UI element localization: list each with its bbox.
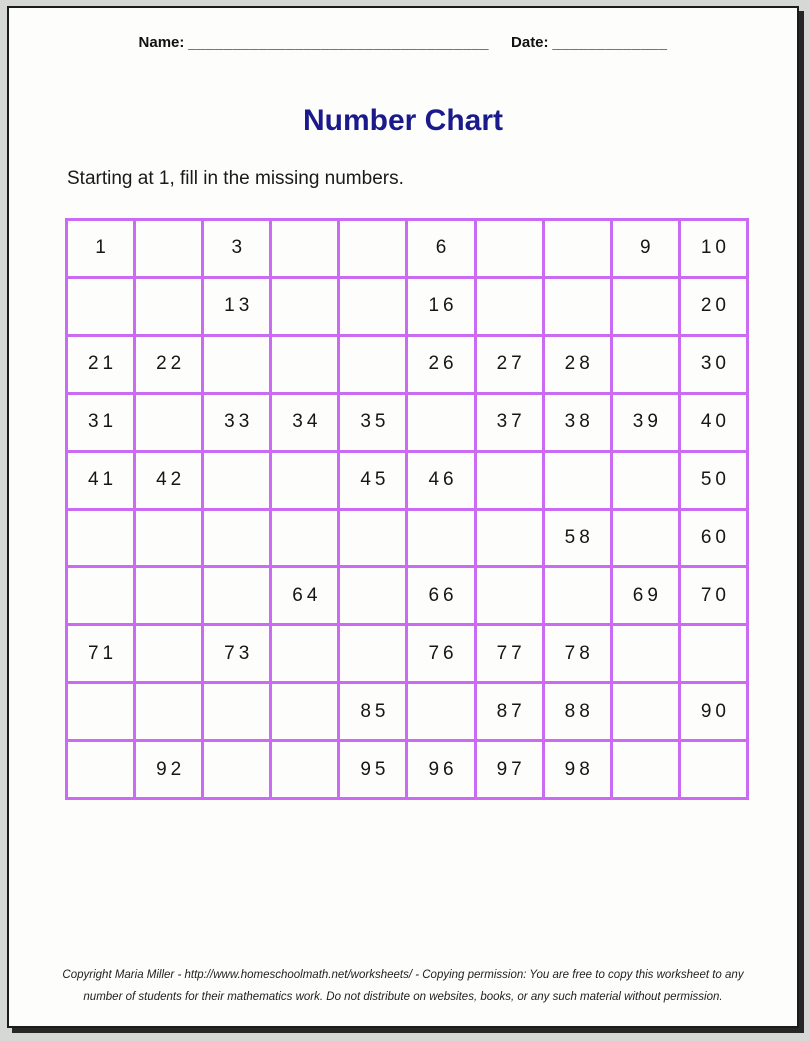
grid-cell-r4c9: 39 — [613, 395, 678, 450]
grid-cell-r8c9[interactable] — [613, 626, 678, 681]
grid-cell-r9c4[interactable] — [272, 684, 337, 739]
grid-cell-r2c2[interactable] — [136, 279, 201, 334]
grid-cell-r5c1: 41 — [68, 453, 133, 508]
worksheet-page — [7, 6, 799, 1028]
grid-cell-r6c5[interactable] — [340, 511, 405, 566]
grid-cell-r9c1[interactable] — [68, 684, 133, 739]
grid-cell-r5c8[interactable] — [545, 453, 610, 508]
grid-cell-r9c2[interactable] — [136, 684, 201, 739]
grid-cell-r3c9[interactable] — [613, 337, 678, 392]
grid-cell-r6c8: 58 — [545, 511, 610, 566]
grid-cell-r8c1: 71 — [68, 626, 133, 681]
grid-cell-r1c4[interactable] — [272, 221, 337, 276]
grid-cell-r6c10: 60 — [681, 511, 746, 566]
grid-cell-r1c10: 10 — [681, 221, 746, 276]
grid-cell-r2c1[interactable] — [68, 279, 133, 334]
grid-cell-r6c9[interactable] — [613, 511, 678, 566]
grid-cell-r2c3: 13 — [204, 279, 269, 334]
grid-cell-r4c3: 33 — [204, 395, 269, 450]
grid-cell-r2c8[interactable] — [545, 279, 610, 334]
date-label: Date: — [511, 34, 549, 51]
grid-cell-r10c1[interactable] — [68, 742, 133, 797]
grid-cell-r1c9: 9 — [613, 221, 678, 276]
grid-cell-r2c7[interactable] — [477, 279, 542, 334]
grid-cell-r7c5[interactable] — [340, 568, 405, 623]
grid-cell-r4c10: 40 — [681, 395, 746, 450]
grid-cell-r8c2[interactable] — [136, 626, 201, 681]
grid-cell-r10c3[interactable] — [204, 742, 269, 797]
grid-cell-r8c7: 77 — [477, 626, 542, 681]
number-chart-grid — [65, 218, 749, 800]
header-row — [9, 34, 797, 51]
grid-cell-r9c5: 85 — [340, 684, 405, 739]
grid-cell-r6c4[interactable] — [272, 511, 337, 566]
grid-cell-r7c7[interactable] — [477, 568, 542, 623]
grid-cell-r5c2: 42 — [136, 453, 201, 508]
date-blank-field[interactable]: _____________ — [552, 34, 668, 51]
grid-cell-r1c2[interactable] — [136, 221, 201, 276]
grid-cell-r7c6: 66 — [408, 568, 473, 623]
grid-cell-r7c8[interactable] — [545, 568, 610, 623]
page-title: Number Chart — [302, 104, 504, 137]
instruction-text: Starting at 1, fill in the missing numbers. — [67, 168, 404, 189]
grid-cell-r3c6: 26 — [408, 337, 473, 392]
grid-cell-r5c6: 46 — [408, 453, 473, 508]
grid-cell-r10c10[interactable] — [681, 742, 746, 797]
grid-cell-r4c8: 38 — [545, 395, 610, 450]
grid-cell-r8c8: 78 — [545, 626, 610, 681]
grid-cell-r2c10: 20 — [681, 279, 746, 334]
grid-cell-r3c1: 21 — [68, 337, 133, 392]
grid-cell-r8c6: 76 — [408, 626, 473, 681]
grid-cell-r7c1[interactable] — [68, 568, 133, 623]
grid-cell-r8c5[interactable] — [340, 626, 405, 681]
grid-cell-r5c10: 50 — [681, 453, 746, 508]
grid-cell-r8c3: 73 — [204, 626, 269, 681]
grid-cell-r3c10: 30 — [681, 337, 746, 392]
grid-cell-r3c4[interactable] — [272, 337, 337, 392]
grid-cell-r10c5: 95 — [340, 742, 405, 797]
grid-cell-r6c6[interactable] — [408, 511, 473, 566]
grid-cell-r2c6: 16 — [408, 279, 473, 334]
grid-cell-r8c4[interactable] — [272, 626, 337, 681]
grid-cell-r6c3[interactable] — [204, 511, 269, 566]
grid-cell-r9c10: 90 — [681, 684, 746, 739]
grid-cell-r10c6: 96 — [408, 742, 473, 797]
grid-cell-r10c9[interactable] — [613, 742, 678, 797]
grid-cell-r1c6: 6 — [408, 221, 473, 276]
grid-cell-r9c8: 88 — [545, 684, 610, 739]
grid-cell-r3c8: 28 — [545, 337, 610, 392]
grid-cell-r5c9[interactable] — [613, 453, 678, 508]
grid-cell-r2c5[interactable] — [340, 279, 405, 334]
grid-cell-r3c7: 27 — [477, 337, 542, 392]
grid-cell-r4c5: 35 — [340, 395, 405, 450]
grid-cell-r9c7: 87 — [477, 684, 542, 739]
grid-cell-r6c1[interactable] — [68, 511, 133, 566]
grid-cell-r2c9[interactable] — [613, 279, 678, 334]
grid-cell-r9c6[interactable] — [408, 684, 473, 739]
copyright-line-2: number of students for their mathematics work. Do not distribute on websites, books, or any such material without permission. — [83, 991, 723, 1003]
grid-cell-r3c2: 22 — [136, 337, 201, 392]
grid-cell-r4c7: 37 — [477, 395, 542, 450]
grid-cell-r4c1: 31 — [68, 395, 133, 450]
grid-cell-r5c7[interactable] — [477, 453, 542, 508]
grid-cell-r10c8: 98 — [545, 742, 610, 797]
grid-cell-r1c5[interactable] — [340, 221, 405, 276]
grid-cell-r3c5[interactable] — [340, 337, 405, 392]
grid-cell-r10c7: 97 — [477, 742, 542, 797]
grid-cell-r7c3[interactable] — [204, 568, 269, 623]
grid-cell-r1c8[interactable] — [545, 221, 610, 276]
grid-cell-r10c2: 92 — [136, 742, 201, 797]
grid-cell-r7c2[interactable] — [136, 568, 201, 623]
grid-cell-r1c7[interactable] — [477, 221, 542, 276]
grid-cell-r2c4[interactable] — [272, 279, 337, 334]
grid-cell-r7c4: 64 — [272, 568, 337, 623]
copyright-line-1: Copyright Maria Miller - http://www.homeschoolmath.net/worksheets/ - Copying permission: You are free to copy this worksheet to any — [62, 969, 744, 981]
grid-cell-r8c10[interactable] — [681, 626, 746, 681]
grid-cell-r3c3[interactable] — [204, 337, 269, 392]
grid-cell-r5c4[interactable] — [272, 453, 337, 508]
grid-cell-r9c9[interactable] — [613, 684, 678, 739]
grid-cell-r1c1: 1 — [68, 221, 133, 276]
grid-cell-r4c6[interactable] — [408, 395, 473, 450]
grid-cell-r4c4: 34 — [272, 395, 337, 450]
grid-cell-r4c2[interactable] — [136, 395, 201, 450]
grid-cell-r10c4[interactable] — [272, 742, 337, 797]
copyright-footer — [9, 964, 797, 1008]
name-label: Name: — [138, 34, 185, 51]
grid-cell-r5c3[interactable] — [204, 453, 269, 508]
grid-cell-r1c3: 3 — [204, 221, 269, 276]
grid-cell-r7c10: 70 — [681, 568, 746, 623]
grid-cell-r6c7[interactable] — [477, 511, 542, 566]
name-blank-field[interactable]: __________________________________ — [188, 34, 490, 51]
grid-cell-r5c5: 45 — [340, 453, 405, 508]
grid-cell-r9c3[interactable] — [204, 684, 269, 739]
grid-cell-r6c2[interactable] — [136, 511, 201, 566]
grid-cell-r7c9: 69 — [613, 568, 678, 623]
